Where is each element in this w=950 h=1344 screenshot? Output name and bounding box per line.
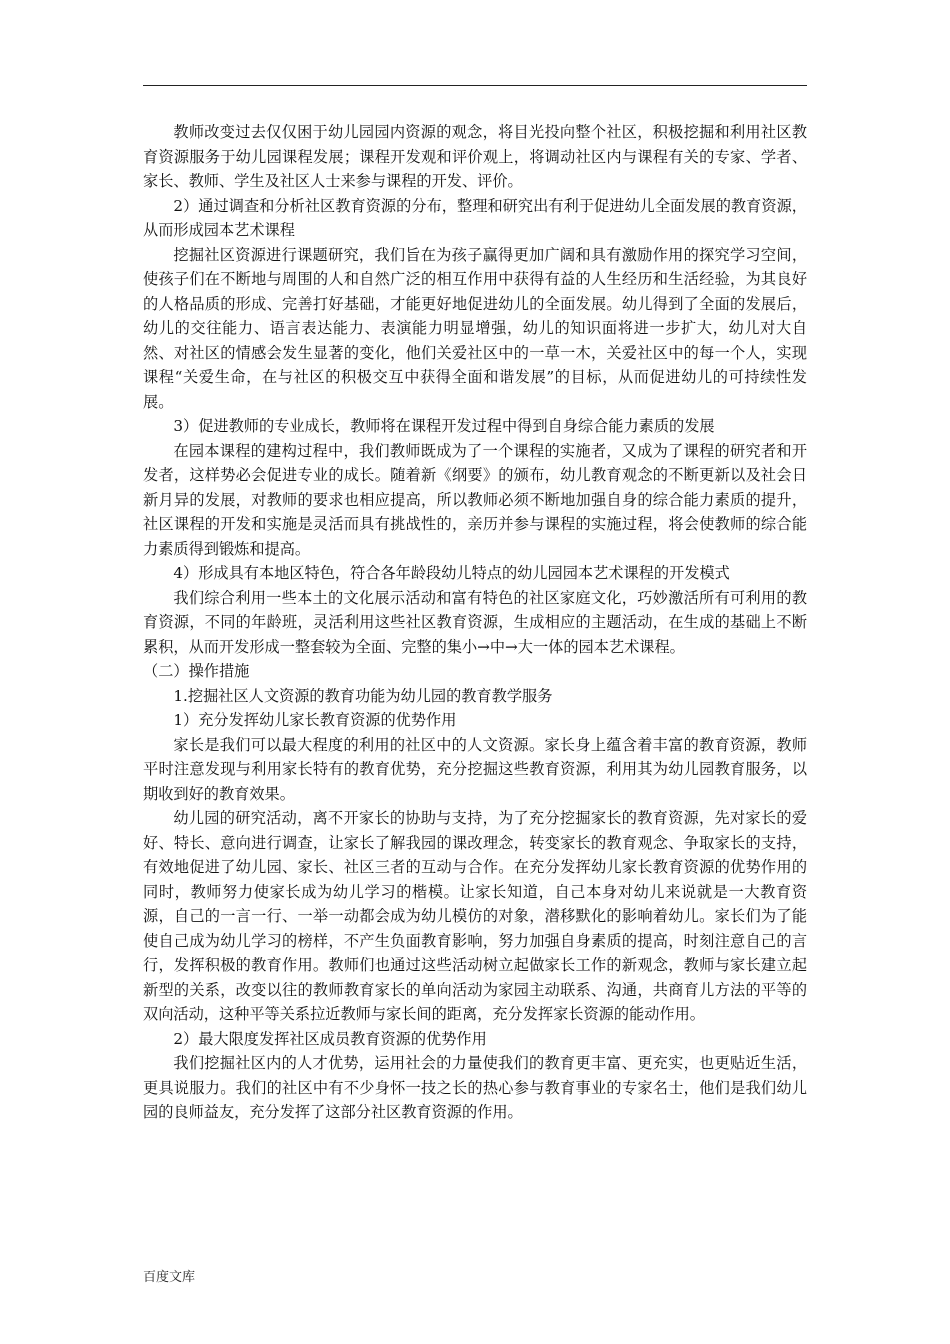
footer-label: 百度文库 — [143, 1270, 196, 1285]
heading-3-teacher-growth: 3）促进教师的专业成长，教师将在课程开发过程中得到自身综合能力素质的发展 — [173, 417, 715, 435]
paragraph-curriculum-building: 在园本课程的建构过程中，我们教师既成为了一个课程的实施者，又成为了课程的研究者和开发者，这样势必会促进专业的成长。随着新《纲要》的颁布，幼儿教育观念的不断更新以及社会日新月异的发展，对教师的要求也相应提高，所以教师必须不断地加强自身的综合能力素质的提升，社区课程的开发和实施是灵活而具有挑战性的，亲历并参与课程的实施过程，将会使教师的综合能力素质得到锻炼和提高。 — [143, 441, 807, 558]
header-rule — [143, 85, 807, 86]
paragraph-community-talent: 我们挖掘社区内的人才优势，运用社会的力量使我们的教育更丰富、更充实，也更贴近生活，更具说服力。我们的社区中有不少身怀一技之长的热心参与教育事业的专家名士，他们是我们幼儿园的良师益友，充分发挥了这部分社区教育资源的作用。 — [143, 1054, 807, 1121]
paragraph-teacher-view: 教师改变过去仅仅困于幼儿园园内资源的观念，将目光投向整个社区，积极挖掘和利用社区教育资源服务于幼儿园课程发展；课程开发观和评价观上，将调动社区内与课程有关的专家、学者、家长、教师、学生及社区人士来参与课程的开发、评价。 — [143, 123, 807, 190]
paragraph-parent-cooperation: 幼儿园的研究活动，离不开家长的协助与支持，为了充分挖掘家长的教育资源，先对家长的爱好、特长、意向进行调查，让家长了解我园的课改理念，转变家长的教育观念、争取家长的支持，有效地促进了幼儿园、家长、社区三者的互动与合作。在充分发挥幼儿家长教育资源的优势作用的同时，教师努力使家长成为幼儿学习的楷模。让家长知道，自己本身对幼儿来说就是一大教育资源，自己的一言一行、一举一动都会成为幼儿模仿的对象，潜移默化的影响着幼儿。家长们为了能使自己成为幼儿学习的榜样，不产生负面教育影响，努力加强自身素质的提高，时刻注意自己的言行，发挥积极的教育作用。教师们也通过这些活动树立起做家长工作的新观念，教师与家长建立起新型的关系，改变以往的教师教育家长的单向活动为家园主动联系、沟通，共商育儿方法的平等的双向活动，这种平等关系拉近教师与家长间的距离，充分发挥家长资源的能动作用。 — [143, 809, 807, 1023]
heading-2-resource-survey: 2）通过调查和分析社区教育资源的分布，整理和研究出有利于促进幼儿全面发展的教育资源，从而形成园本艺术课程 — [143, 196, 807, 239]
section-heading-measures: （二）操作措施 — [143, 662, 250, 680]
paragraph-parents-resource: 家长是我们可以最大程度的利用的社区中的人文资源。家长身上蕴含着丰富的教育资源，教师平时注意发现与利用家长特有的教育优势，充分挖掘这些教育资源，利用其为幼儿园教育服务，以期收到好的教育效果。 — [143, 735, 807, 803]
paragraph-local-culture: 我们综合利用一些本土的文化展示活动和富有特色的社区家庭文化，巧妙激活所有可利用的教育资源，不同的年龄班，灵活利用这些社区教育资源，生成相应的主题活动，在生成的基础上不断累积，从而开发形成一整套较为全面、完整的集小→中→大一体的园本艺术课程。 — [143, 588, 807, 656]
heading-1-parent-resources: 1）充分发挥幼儿家长教育资源的优势作用 — [173, 711, 457, 729]
heading-1-humanistic-resources: 1.挖掘社区人文资源的教育功能为幼儿园的教育教学服务 — [173, 686, 553, 705]
heading-4-development-model: 4）形成具有本地区特色，符合各年龄段幼儿特点的幼儿园园本艺术课程的开发模式 — [173, 564, 730, 582]
paragraph-research-goal: 挖掘社区资源进行课题研究，我们旨在为孩子赢得更加广阔和具有激励作用的探究学习空间，使孩子们在不断地与周围的人和自然广泛的相互作用中获得有益的人生经历和生活经验，为其良好的人格品质的形成、完善打好基础，才能更好地促进幼儿的全面发展。幼儿得到了全面的发展后，幼儿的交往能力、语言表达能力、表演能力明显增强，幼儿的知识面将进一步扩大，幼儿对大自然、对社区的情感会发生显著的变化，他们关爱社区中的一草一木，关爱社区中的每一个人，实现课程“关爱生命，在与社区的积极交互中获得全面和谐发展”的目标，从而促进幼儿的可持续性发展。 — [143, 245, 807, 411]
document-body — [143, 120, 807, 1125]
heading-2-community-members: 2）最大限度发挥社区成员教育资源的优势作用 — [173, 1029, 487, 1048]
